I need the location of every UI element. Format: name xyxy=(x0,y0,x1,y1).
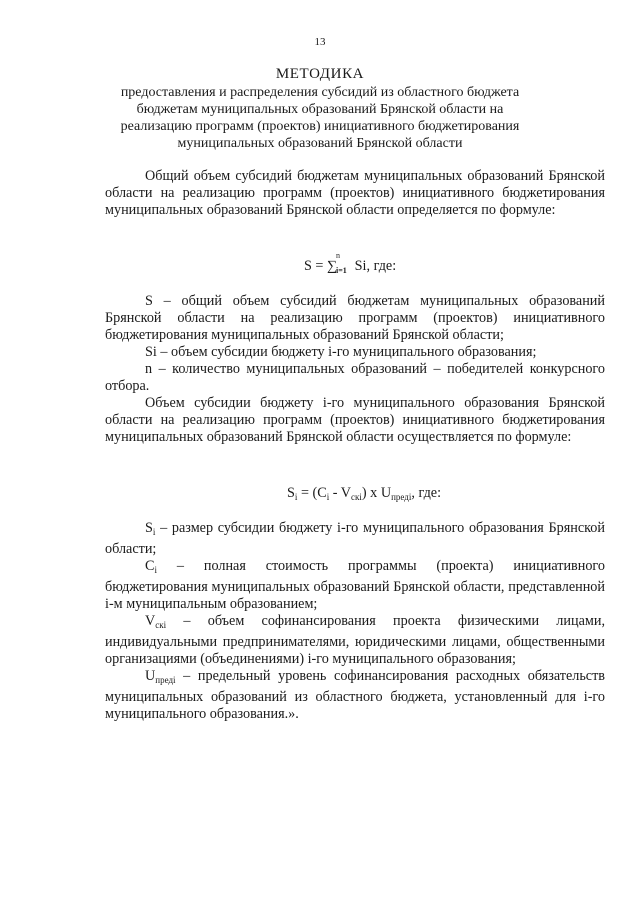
formula2-minus: - V xyxy=(329,485,352,501)
formula-subsidy-i xyxy=(287,485,441,502)
formula1-lhs: S = xyxy=(304,258,327,274)
definition-Si: Si – объем субсидии бюджету i-го муниципального образования; xyxy=(145,344,537,360)
formula2-mid: = (C xyxy=(297,485,327,501)
formula2-c-sub: i xyxy=(326,492,330,502)
document-subtitle: предоставления и распределения субсидий из областного бюджета бюджетам муниципальных образований Брянской области на реализацию программ (проектов) инициативного бюджетирования муниципальных образований Брянской области xyxy=(120,85,520,151)
intro-block xyxy=(105,168,605,219)
page-number: 13 xyxy=(314,36,326,48)
sigma-upper-limit: n xyxy=(336,251,340,260)
definition-Upredi xyxy=(105,668,605,723)
definitions-block-1 xyxy=(105,293,605,446)
sym-sub: предi xyxy=(155,675,176,685)
document-title: МЕТОДИКА xyxy=(275,66,365,82)
definition-text: – полная стоимость программы (проекта) инициативного бюджетирования муниципальных образований Брянской области, представленной i-м муниципальным образованием; xyxy=(105,558,605,612)
sym: S xyxy=(145,520,153,536)
definitions-block-2 xyxy=(105,520,605,723)
definition-Si-size xyxy=(105,520,605,558)
sigma-lower-limit: i=1 xyxy=(336,266,347,275)
definition-text: – предельный уровень софинансирования расходных обязательств муниципальных образований из областного бюджета, установленный для i-го муниципального образования.». xyxy=(105,668,605,722)
formula2-s-sub: i xyxy=(294,492,298,502)
sym: C xyxy=(145,558,155,574)
sym-sub: скi xyxy=(155,620,167,630)
summation-symbol xyxy=(327,251,347,275)
sym-sub: i xyxy=(152,527,156,537)
sym: V xyxy=(145,613,156,629)
formula1-rhs: Si, где: xyxy=(351,258,397,274)
formula2-v-sub: скi xyxy=(351,492,362,502)
definition-text: – размер субсидии бюджету i-го муниципального образования Брянской области; xyxy=(105,520,605,557)
definition-n: n – количество муниципальных образований – победителей конкурсного отбора. xyxy=(105,361,605,394)
definition-S: S – общий объем субсидий бюджетам муниципальных образований Брянской области на реализацию программ (проектов) инициативного бюджетирования муниципальных образований Брянской области; xyxy=(105,293,605,343)
formula-total-subsidy xyxy=(304,251,397,275)
formula2-tail: , где: xyxy=(411,485,442,501)
sym: U xyxy=(145,668,156,684)
definition-Vski xyxy=(105,613,605,668)
intro-paragraph: Общий объем субсидий бюджетам муниципальных образований Брянской области на реализацию программ (проектов) инициативного бюджетирования муниципальных образований Брянской области определяется по формуле: xyxy=(105,168,605,218)
formula2-s: S xyxy=(287,485,295,501)
definition-text: – объем софинансирования проекта физическими лицами, индивидуальными предпринимателями, юридическими лицами, общественными организациями (объединениями) i-го муниципального образования; xyxy=(105,613,605,667)
sigma-glyph: ∑ xyxy=(327,258,338,274)
definition-Ci xyxy=(105,558,605,613)
formula2-times: ) x U xyxy=(361,485,392,501)
paragraph-subsidy-volume: Объем субсидии бюджету i-го муниципального образования Брянской области на реализацию программ (проектов) инициативного бюджетирования муниципальных образований Брянской области осуществляется по формуле: xyxy=(105,395,605,445)
sym-sub: i xyxy=(154,565,157,575)
formula2-u-sub: предi xyxy=(391,492,412,502)
